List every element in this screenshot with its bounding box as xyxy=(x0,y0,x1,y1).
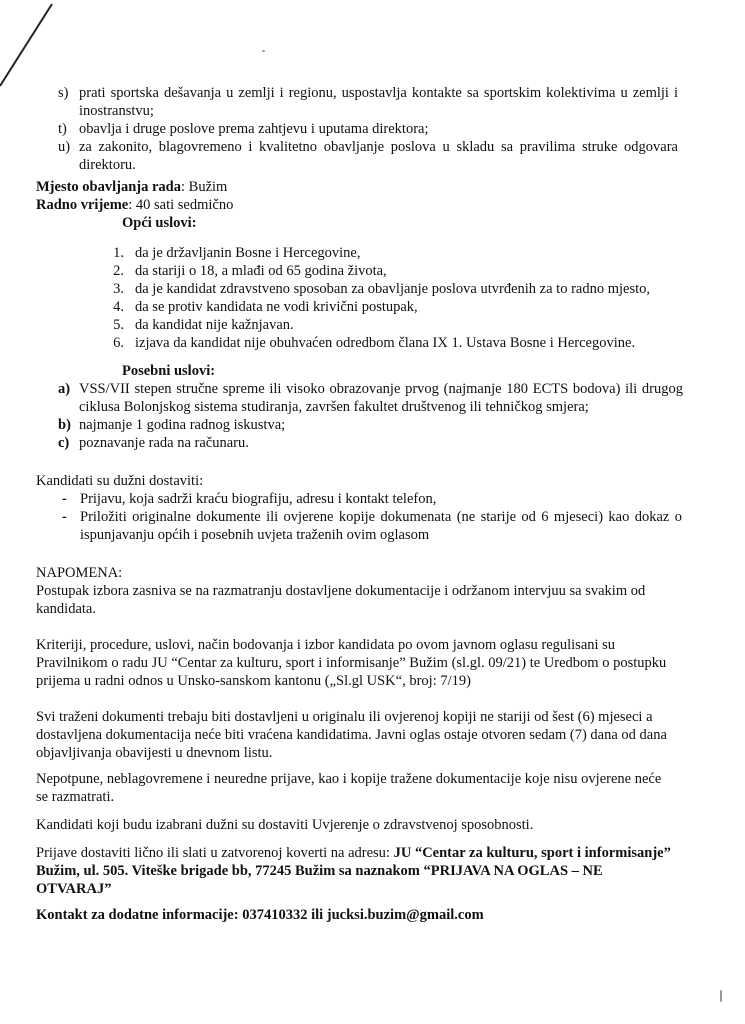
special-conditions-list xyxy=(58,380,683,452)
list-letter: a) xyxy=(58,381,71,397)
incomplete-applications-paragraph: Nepotpune, neblagovremene i neuredne prijave, kao i kopije tražene dokumentacije koje nisu ovjerene neće se razmatrati. xyxy=(36,771,662,805)
note-heading: NAPOMENA: xyxy=(36,565,123,581)
list-item xyxy=(58,84,678,120)
list-letter: u) xyxy=(58,139,71,155)
list-item xyxy=(58,416,683,434)
dash-bullet: - xyxy=(62,491,67,507)
list-item-text: Prijavu, koja sadrži kraću biografiju, adresu i kontakt telefon, xyxy=(80,491,437,507)
special-conditions-heading: Posebni uslovi: xyxy=(122,363,216,379)
work-hours-value: : 40 sati sedmično xyxy=(128,197,234,213)
list-item xyxy=(104,298,664,316)
list-number: 1. xyxy=(113,245,124,261)
list-letter: s) xyxy=(58,85,69,101)
list-item xyxy=(104,244,664,262)
list-letter: t) xyxy=(58,121,67,137)
list-item xyxy=(104,280,664,298)
list-item-text: poznavanje rada na računaru. xyxy=(79,435,249,451)
submission-intro: Prijave dostaviti lično ili slati u zatvorenoj koverti na adresu: xyxy=(36,845,394,861)
work-location xyxy=(36,178,227,196)
list-item-text: da se protiv kandidata ne vodi krivični postupak, xyxy=(135,299,418,315)
list-item xyxy=(62,490,682,508)
list-item xyxy=(58,138,678,174)
list-item xyxy=(58,380,683,416)
scan-speck xyxy=(720,990,722,1002)
submission-paragraph xyxy=(36,844,676,898)
list-item-text: obavlja i druge poslove prema zahtjevu i uputama direktora; xyxy=(79,121,429,137)
list-letter: c) xyxy=(58,435,70,451)
general-conditions-heading: Opći uslovi: xyxy=(122,215,197,231)
dash-bullet: - xyxy=(62,509,67,525)
list-item-text: da je državljanin Bosne i Hercegovine, xyxy=(135,245,361,261)
note-paragraph: Postupak izbora zasniva se na razmatranju dostavljene dokumentacije i održanom intervjuu sa svakim od kandidata. xyxy=(36,583,646,617)
work-location-label: Mjesto obavljanja rada xyxy=(36,179,181,195)
list-number: 5. xyxy=(113,317,124,333)
scan-speck xyxy=(262,50,265,52)
list-item-text: Priložiti originalne dokumente ili ovjerene kopije dokumenata (ne starije od 6 mjeseci) kao dokaz o ispunjavanju općih i posebnih uvjeta traženih ovim oglasom xyxy=(80,509,682,543)
list-item xyxy=(104,334,664,352)
required-documents-heading: Kandidati su dužni dostaviti: xyxy=(36,473,204,489)
list-item-text: da stariji o 18, a mlađi od 65 godina života, xyxy=(135,263,387,279)
criteria-paragraph: Kriteriji, procedure, uslovi, način bodovanja i izbor kandidata po ovom javnom oglasu regulisani su Pravilnikom o radu JU “Centar za kulturu, sport i informisanje” Bužim (sl.gl. 09/21) te Uredbom o postupku prijema u radni odnos u Unsko-sanskom kantonu („Sl.gl USK“, broj: 7/19) xyxy=(36,637,667,689)
list-item xyxy=(58,434,683,452)
health-certificate-paragraph: Kandidati koji budu izabrani dužni su dostaviti Uvjerenje o zdravstvenoj sposobnosti. xyxy=(36,817,534,833)
list-item xyxy=(62,508,682,544)
list-item-text: za zakonito, blagovremeno i kvalitetno obavljanje poslova u skladu sa pravilima struke odgovara direktoru. xyxy=(79,139,678,173)
list-item-text: najmanje 1 godina radnog iskustva; xyxy=(79,417,286,433)
list-letter: b) xyxy=(58,417,71,433)
list-item xyxy=(104,262,664,280)
contact-line: Kontakt za dodatne informacije: 037410332 ili jucksi.buzim@gmail.com xyxy=(36,907,484,923)
list-number: 2. xyxy=(113,263,124,279)
work-location-value: : Bužim xyxy=(181,179,228,195)
list-number: 3. xyxy=(113,281,124,297)
list-item-text: da je kandidat zdravstveno sposoban za obavljanje poslova utvrđenih za to radno mjesto, xyxy=(135,281,651,297)
list-number: 6. xyxy=(113,335,124,351)
list-item-text: izjava da kandidat nije obuhvaćen odredbom člana IX 1. Ustava Bosne i Hercegovine. xyxy=(135,335,636,351)
list-item xyxy=(104,316,664,334)
submission-address: JU “Centar za kulturu, sport i informisanje” Bužim, ul. 505. Viteške brigade bb, 77245 Bužim sa naznakom “PRIJAVA NA OGLAS – NE OTVARAJ” xyxy=(36,845,671,897)
list-item xyxy=(58,120,678,138)
required-documents-list xyxy=(62,490,682,544)
duties-list xyxy=(58,84,678,174)
work-hours-label: Radno vrijeme xyxy=(36,197,129,213)
general-conditions-list xyxy=(104,244,664,352)
list-item-text: VSS/VII stepen stručne spreme ili visoko obrazovanje prvog (najmanje 180 ECTS bodova) ili drugog ciklusa Bolonjskog sistema studiranja, završen fakultet društvenog ili tehničkog smjera; xyxy=(79,381,683,415)
documents-paragraph: Svi traženi dokumenti trebaju biti dostavljeni u originalu ili ovjerenoj kopiji ne stariji od šest (6) mjeseci a dostavljena dokumentacija neće biti vraćena kandidatima. Javni oglas ostaje otvoren sedam (7) dana od dana objavljivanja obavijesti u dnevnom listu. xyxy=(36,709,667,761)
work-hours xyxy=(36,196,233,214)
list-number: 4. xyxy=(113,299,124,315)
list-item-text: da kandidat nije kažnjavan. xyxy=(135,317,294,333)
list-item-text: prati sportska dešavanja u zemlji i regionu, uspostavlja kontakte sa sportskim kolektivima u zemlji i inostranstvu; xyxy=(79,85,678,119)
